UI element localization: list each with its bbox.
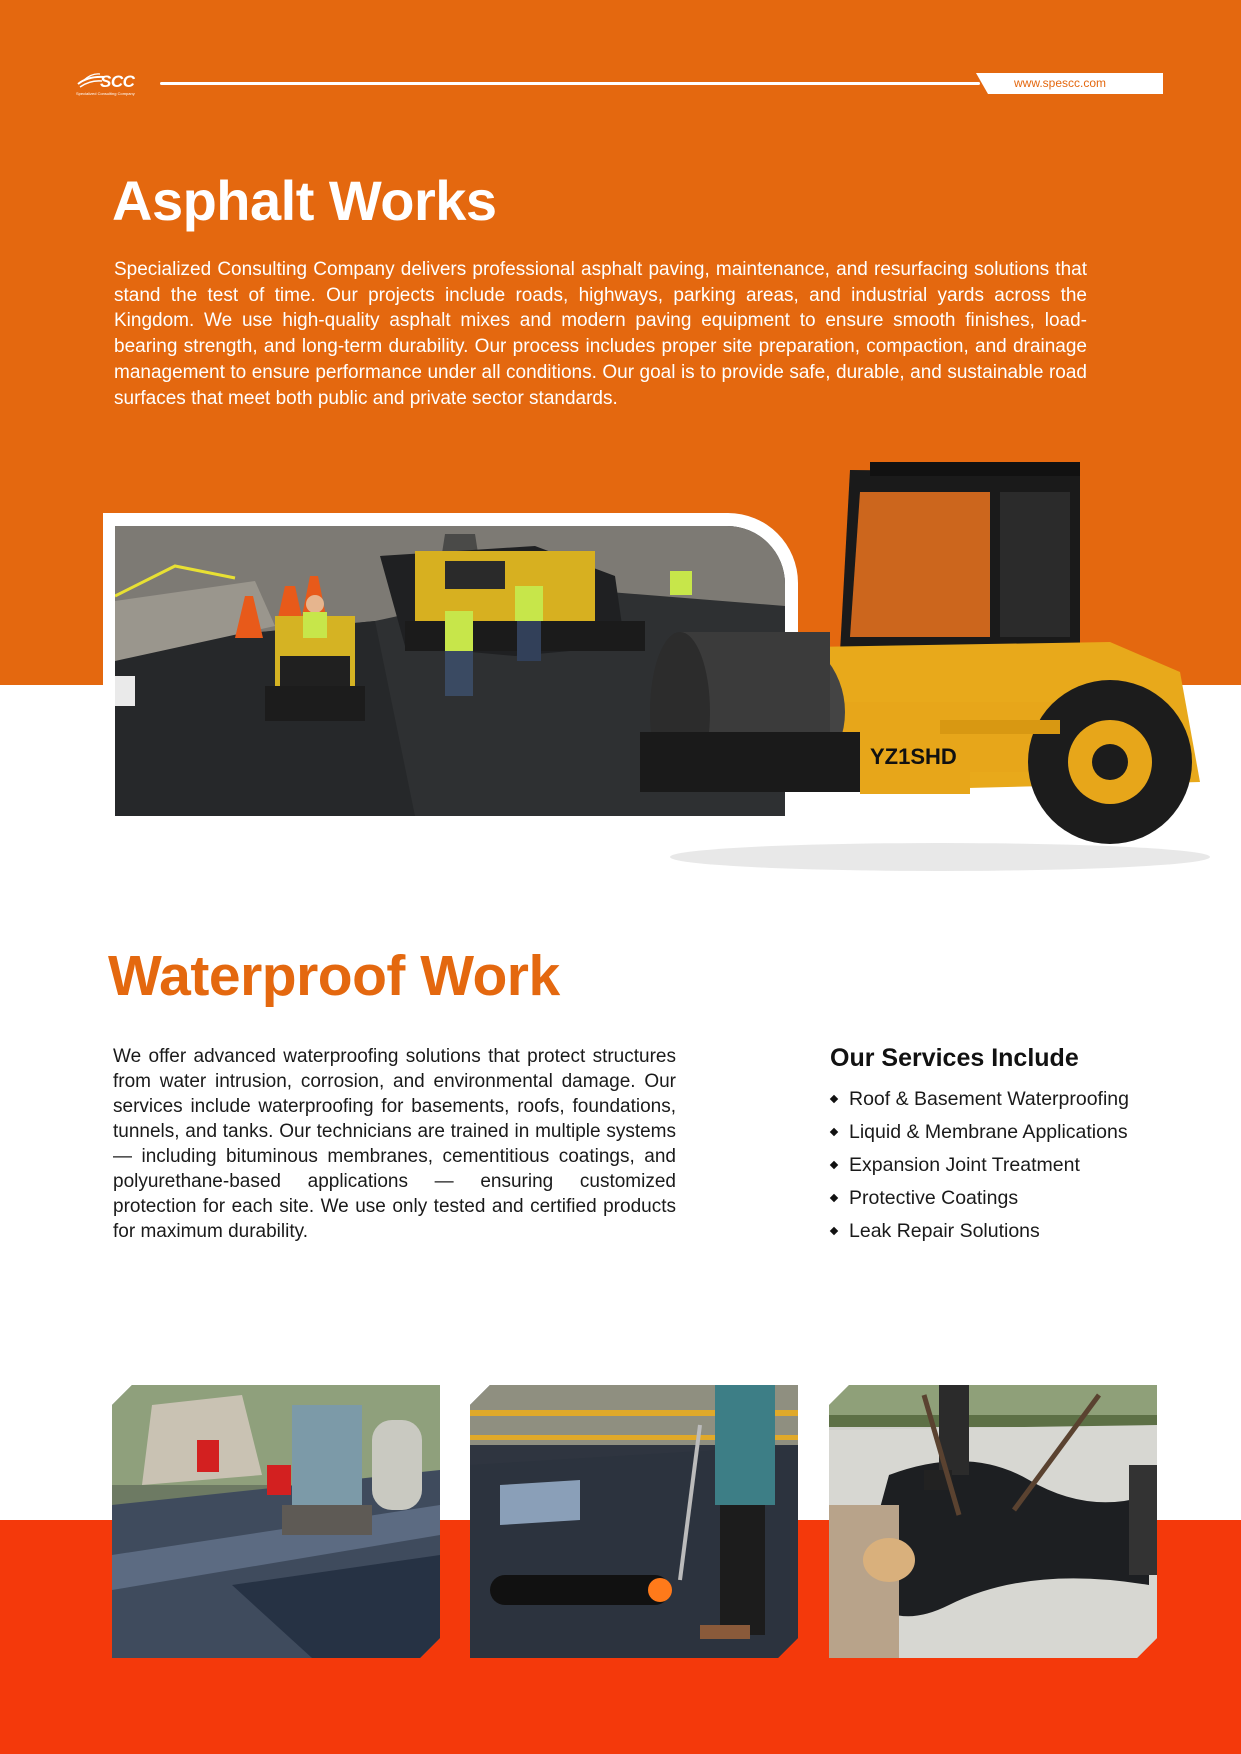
asphalt-title: Asphalt Works <box>112 169 497 232</box>
logo-subtext: Specialized Consulting Company <box>76 91 135 96</box>
waterproof-title: Waterproof Work <box>108 944 560 1008</box>
services-heading: Our Services Include <box>830 1044 1079 1072</box>
waterproofing-photo-coating <box>829 1385 1157 1658</box>
waterproof-description: We offer advanced waterproofing solutions that protect structures from water intrusion, corrosion, and environmental damage. Our services include waterproofing for basements, roofs, foundations, tunnels, and tanks. Our technicians are trained in multiple systems — including bituminous membranes, cementitious coatings, and polyurethane-based applications — ensuring customized protection for each site. We use only tested and certified products for maximum durability. <box>113 1046 676 1242</box>
diamond-bullet-icon <box>830 1227 838 1235</box>
service-item-label: Leak Repair Solutions <box>849 1220 1040 1242</box>
service-item <box>830 1184 1129 1217</box>
service-item-label: Protective Coatings <box>849 1187 1019 1209</box>
logo-text: SCC <box>100 72 135 91</box>
diamond-bullet-icon <box>830 1194 838 1202</box>
road-roller-image <box>640 462 1240 872</box>
diamond-bullet-icon <box>830 1128 838 1136</box>
waterproofing-photo-membrane <box>112 1385 440 1658</box>
company-logo <box>76 70 146 98</box>
service-item <box>830 1217 1129 1250</box>
service-item-label: Expansion Joint Treatment <box>849 1154 1080 1176</box>
service-item-label: Liquid & Membrane Applications <box>849 1121 1128 1143</box>
diamond-bullet-icon <box>830 1161 838 1169</box>
diamond-bullet-icon <box>830 1095 838 1103</box>
service-item <box>830 1085 1129 1118</box>
services-list <box>830 1085 1129 1250</box>
service-item <box>830 1118 1129 1151</box>
service-item-label: Roof & Basement Waterproofing <box>849 1088 1129 1110</box>
service-item <box>830 1151 1129 1184</box>
waterproofing-photo-torch <box>470 1385 798 1658</box>
header-divider <box>160 82 980 85</box>
roller-plate-text: YZ1SHD <box>870 744 957 769</box>
website-link[interactable]: www.spescc.com <box>1014 76 1107 90</box>
asphalt-description: Specialized Consulting Company delivers professional asphalt paving, maintenance, and resurfacing solutions that stand the test of time. Our projects include roads, highways, parking areas, and industrial yards across the Kingdom. We use high-quality asphalt mixes and modern paving equipment to ensure smooth finishes, load-bearing strength, and long-term durability. Our process includes proper site preparation, compaction, and drainage management to ensure performance under all conditions. Our goal is to provide safe, durable, and sustainable road surfaces that meet both public and private sector standards. <box>114 259 1087 409</box>
